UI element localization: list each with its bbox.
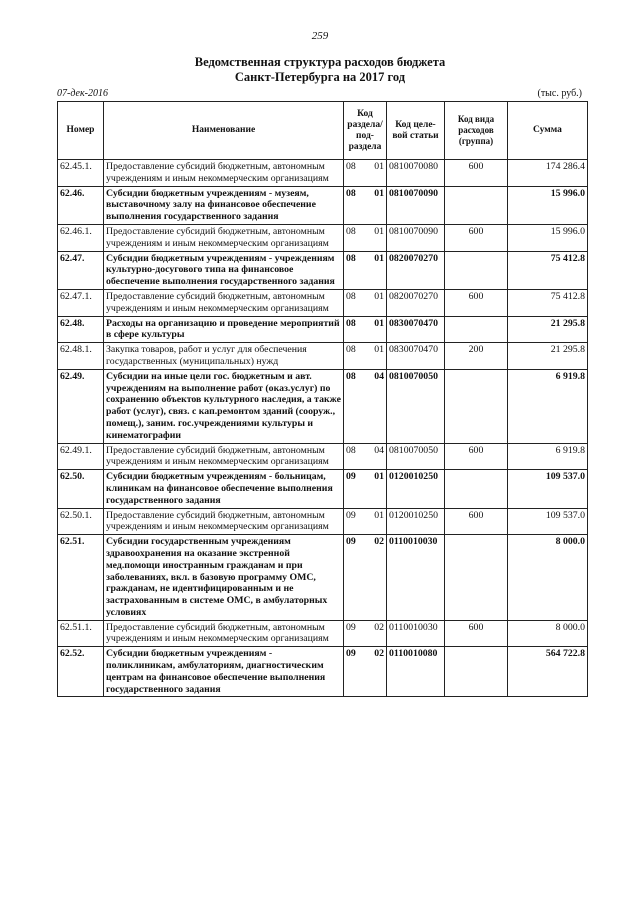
row-target-code: 0830070470	[387, 316, 445, 343]
header-sum: Сумма	[508, 102, 588, 160]
document-date: 07-дек-2016	[57, 88, 108, 99]
row-section-code	[344, 620, 387, 647]
table-header-row	[58, 102, 588, 160]
row-name: Расходы на организацию и проведение мероприятий в сфере культуры	[104, 316, 344, 343]
row-section-code	[344, 647, 387, 697]
row-sum: 8 000.0	[508, 535, 588, 621]
row-name: Субсидии на иные цели гос. бюджетным и авт. учреждениям на выполнение работ (оказ.услуг) по сохранению объектов культурного наследия, а также работ (услуг), связ. с кап.ремонтом зданий (сооруж., помещ.), заним. гос.учреждениями культуры и кинематографии	[104, 369, 344, 443]
row-section: 08	[346, 252, 356, 264]
row-name: Предоставление субсидий бюджетным, автономным учреждениям и иным некоммерческим организациям	[104, 508, 344, 535]
row-name: Субсидии бюджетным учреждениям - музеям, выставочному залу на финансовое обеспечение выполнения государственного задания	[104, 186, 344, 224]
row-section-code	[344, 289, 387, 316]
row-expense-type	[445, 647, 508, 697]
row-number: 62.47.1.	[58, 289, 104, 316]
row-expense-type: 600	[445, 620, 508, 647]
row-section: 08	[346, 317, 356, 329]
row-number: 62.46.1.	[58, 224, 104, 251]
row-section-code	[344, 316, 387, 343]
row-target-code: 0110010080	[387, 647, 445, 697]
row-target-code: 0810070090	[387, 186, 445, 224]
row-section: 08	[346, 290, 356, 302]
row-section: 09	[346, 621, 356, 633]
row-number: 62.48.	[58, 316, 104, 343]
row-number: 62.47.	[58, 251, 104, 289]
row-section: 08	[346, 344, 356, 356]
row-expense-type: 600	[445, 443, 508, 470]
table-row	[58, 251, 588, 289]
row-number: 62.50.1.	[58, 508, 104, 535]
row-name: Предоставление субсидий бюджетным, автономным учреждениям и иным некоммерческим организациям	[104, 620, 344, 647]
row-expense-type: 600	[445, 508, 508, 535]
row-subsection: 01	[374, 317, 384, 329]
row-sum: 109 537.0	[508, 508, 588, 535]
row-subsection: 04	[374, 370, 384, 382]
row-subsection: 01	[374, 161, 384, 172]
row-sum: 6 919.8	[508, 369, 588, 443]
row-subsection: 01	[374, 290, 384, 302]
row-name: Предоставление субсидий бюджетным, автономным учреждениям и иным некоммерческим организациям	[104, 224, 344, 251]
row-name: Субсидии бюджетным учреждениям - больницам, клиникам на финансовое обеспечение выполнения государственного задания	[104, 470, 344, 508]
row-sum: 15 996.0	[508, 224, 588, 251]
row-number: 62.49.1.	[58, 443, 104, 470]
row-section-code	[344, 535, 387, 621]
row-sum: 564 722.8	[508, 647, 588, 697]
row-expense-type: 600	[445, 160, 508, 187]
row-number: 62.46.	[58, 186, 104, 224]
row-section-code	[344, 224, 387, 251]
document-title	[0, 55, 640, 85]
header-expense-type: Код вида расходов (группа)	[445, 102, 508, 160]
row-name: Предоставление субсидий бюджетным, автономным учреждениям и иным некоммерческим организациям	[104, 443, 344, 470]
row-section: 09	[346, 648, 356, 660]
row-target-code: 0120010250	[387, 470, 445, 508]
row-sum: 15 996.0	[508, 186, 588, 224]
row-expense-type	[445, 316, 508, 343]
table-row	[58, 620, 588, 647]
row-subsection: 01	[374, 252, 384, 264]
table-row	[58, 369, 588, 443]
table-row	[58, 535, 588, 621]
row-section-code	[344, 160, 387, 187]
row-subsection: 04	[374, 444, 384, 456]
row-sum: 174 286.4	[508, 160, 588, 187]
row-expense-type	[445, 470, 508, 508]
row-number: 62.49.	[58, 369, 104, 443]
row-target-code: 0110010030	[387, 535, 445, 621]
row-sum: 109 537.0	[508, 470, 588, 508]
row-expense-type: 600	[445, 224, 508, 251]
header-number: Номер	[58, 102, 104, 160]
row-section-code	[344, 343, 387, 370]
row-target-code: 0830070470	[387, 343, 445, 370]
budget-table	[57, 101, 588, 697]
row-sum: 6 919.8	[508, 443, 588, 470]
row-number: 62.52.	[58, 647, 104, 697]
title-line-2: Санкт-Петербурга на 2017 год	[234, 70, 406, 84]
row-expense-type: 200	[445, 343, 508, 370]
row-subsection: 01	[374, 471, 384, 483]
row-section: 08	[346, 187, 356, 199]
row-sum: 75 412.8	[508, 289, 588, 316]
row-expense-type	[445, 369, 508, 443]
row-sum: 21 295.8	[508, 343, 588, 370]
table-row	[58, 647, 588, 697]
row-section: 08	[346, 161, 356, 172]
row-number: 62.48.1.	[58, 343, 104, 370]
row-target-code: 0120010250	[387, 508, 445, 535]
row-target-code: 0820070270	[387, 289, 445, 316]
row-section: 09	[346, 536, 356, 548]
row-section-code	[344, 470, 387, 508]
row-section: 08	[346, 225, 356, 237]
row-name: Закупка товаров, работ и услуг для обеспечения государственных (муниципальных) нужд	[104, 343, 344, 370]
row-target-code: 0810070080	[387, 160, 445, 187]
units-label: (тыс. руб.)	[537, 88, 582, 99]
row-name: Предоставление субсидий бюджетным, автономным учреждениям и иным некоммерческим организациям	[104, 160, 344, 187]
row-subsection: 01	[374, 187, 384, 199]
row-section-code	[344, 251, 387, 289]
row-expense-type	[445, 186, 508, 224]
row-section: 09	[346, 471, 356, 483]
row-name: Предоставление субсидий бюджетным, автономным учреждениям и иным некоммерческим организациям	[104, 289, 344, 316]
header-name: Наименование	[104, 102, 344, 160]
row-sum: 21 295.8	[508, 316, 588, 343]
table-row	[58, 289, 588, 316]
row-expense-type	[445, 251, 508, 289]
table-row	[58, 186, 588, 224]
row-name: Субсидии бюджетным учреждениям - поликлиникам, амбулаториям, диагностическим центрам на финансовое обеспечение выполнения государственного задания	[104, 647, 344, 697]
table-row	[58, 443, 588, 470]
title-line-1: Ведомственная структура расходов бюджета	[194, 55, 446, 69]
row-target-code: 0820070270	[387, 251, 445, 289]
row-target-code: 0810070050	[387, 369, 445, 443]
table-row	[58, 470, 588, 508]
table-row	[58, 508, 588, 535]
table-row	[58, 316, 588, 343]
row-number: 62.50.	[58, 470, 104, 508]
row-target-code: 0810070090	[387, 224, 445, 251]
row-section: 08	[346, 370, 356, 382]
table-row	[58, 224, 588, 251]
table-row	[58, 160, 588, 187]
row-sum: 75 412.8	[508, 251, 588, 289]
row-subsection: 01	[374, 225, 384, 237]
row-section-code	[344, 369, 387, 443]
table-row	[58, 343, 588, 370]
row-expense-type	[445, 535, 508, 621]
row-sum: 8 000.0	[508, 620, 588, 647]
row-subsection: 02	[374, 648, 384, 660]
row-target-code: 0110010030	[387, 620, 445, 647]
row-number: 62.45.1.	[58, 160, 104, 187]
row-name: Субсидии бюджетным учреждениям - учреждениям культурно-досугового типа на финансовое обеспечение выполнения государственного задания	[104, 251, 344, 289]
row-expense-type: 600	[445, 289, 508, 316]
row-number: 62.51.1.	[58, 620, 104, 647]
row-number: 62.51.	[58, 535, 104, 621]
row-subsection: 02	[374, 536, 384, 548]
row-section-code	[344, 443, 387, 470]
row-name: Субсидии государственным учреждениям здравоохранения на оказание экстренной мед.помощи иностранным гражданам и при заболеваниях, вкл. в базовую программу ОМС, гражданам, не идентифицированным и не застрахованным в системе ОМС, в амбулаторных условиях	[104, 535, 344, 621]
row-section-code	[344, 508, 387, 535]
header-section-code: Код раздела/ под- раздела	[344, 102, 387, 160]
row-section: 09	[346, 509, 356, 521]
row-section: 08	[346, 444, 356, 456]
row-section-code	[344, 186, 387, 224]
row-subsection: 01	[374, 344, 384, 356]
header-target-code: Код целе- вой статьи	[387, 102, 445, 160]
row-subsection: 02	[374, 621, 384, 633]
row-target-code: 0810070050	[387, 443, 445, 470]
page-number: 259	[311, 30, 329, 42]
row-subsection: 01	[374, 509, 384, 521]
